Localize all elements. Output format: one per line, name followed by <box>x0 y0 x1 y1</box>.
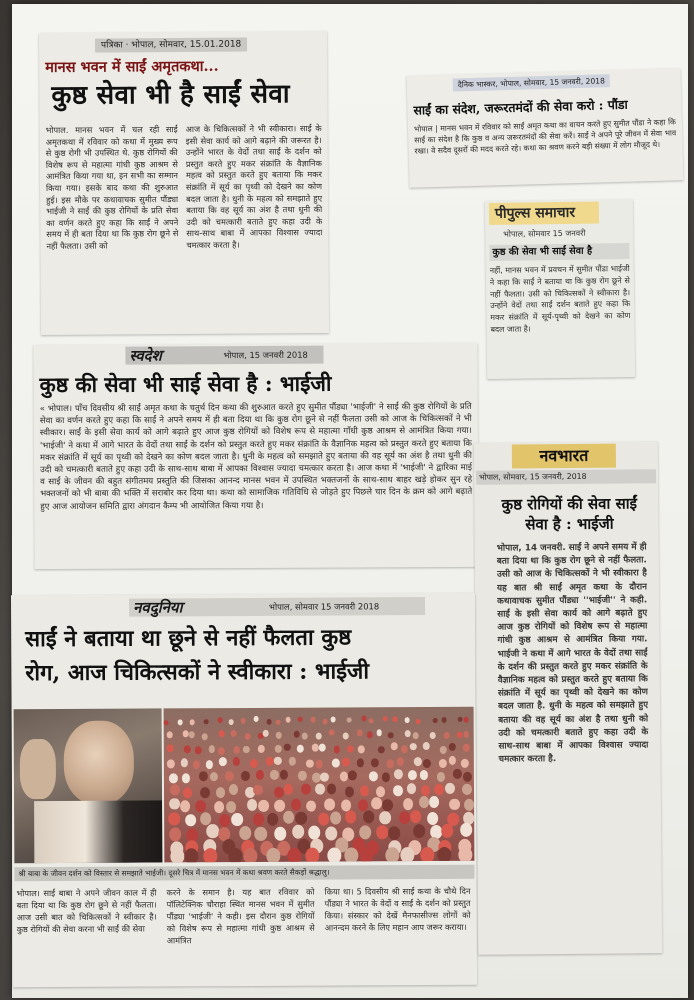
crowd-figure <box>401 847 415 862</box>
crowd-figure <box>312 744 319 752</box>
navdunia-column-2: करने के समान है। यह बात रविवार को पॉलिटेक्निक चौराहा स्थित मानस भवन में सुमीत पौंड्या 'भाईजी' ने कही। इस दौरान कुष्ठ रोगियों को विशेष रूप से महात्मा गांधी कुष्ठ आश्रम से आमंत्रित <box>166 886 315 946</box>
crowd-figure <box>363 810 374 823</box>
crowd-figure <box>180 801 190 813</box>
crowd-figure <box>218 747 225 755</box>
crowd-figure <box>286 717 291 723</box>
crowd-figure <box>327 847 341 862</box>
crowd-figure <box>410 810 421 823</box>
crowd-figure <box>458 847 472 863</box>
crowd-figure <box>239 826 251 840</box>
crowd-figure <box>391 742 398 750</box>
crowd-figure <box>218 717 223 723</box>
crowd-figure <box>270 770 279 780</box>
crowd-figure <box>243 848 257 862</box>
crowd-figure <box>449 743 456 751</box>
crowd-figure <box>245 733 251 740</box>
crowd-figure <box>275 732 281 739</box>
patrika-clipping <box>39 31 329 335</box>
crowd-figure <box>292 825 304 839</box>
crowd-figure <box>266 757 274 766</box>
navbharat-body: भोपाल, 14 जनवरी. साईं ने अपने समय में ही बता दिया था कि कुष्ठ रोग छूने से नहीं फैलता. उसी को आज के चिकित्सकों ने भी स्वीकारा है यह बात श्री साईं अमृत कथा के दौरान कथावाचक सुमीत पौंड्या ''भाईजी'' ने कही. साईं के इसी सेवा कार्य को आगे बढ़ाते हुए आज कुष्ठ रोगियों को विशेष रूप से महात्मा गांधी कुष्ठ आश्रम से आमंत्रित किया गया. भाईजी ने कथा में आगे भारत के वेदों तथा साईं के दर्शन की प्रस्तुत करते हुए मकर संक्रांति के वैज्ञानिक महत्व को प्रस्तुत करते हुए बताया कि संक्रांति में सूर्य का पृथ्वी को देखने का कोण बदल जाता है. धुनी के महत्व को समझाते हुए बताया की वह सूर्य का अंश है तथा धुनी को उदी को चमत्कारी बताते हुए कहा उदी के साथ-साथ बाबा में आपका विश्वास ज्यादा चमत्कार करता है. <box>496 542 649 765</box>
peoples-masthead: पीपुल्स समाचार <box>489 201 599 225</box>
bhaskar-dateline: दैनिक भास्कर, भोपाल, सोमवार, 15 जनवरी, 2018 <box>453 74 610 91</box>
swadesh-headline: कुष्ठ की सेवा भी साई सेवा है : भाईजी <box>39 370 332 398</box>
crowd-figure <box>416 719 421 725</box>
crowd-figure <box>371 798 381 810</box>
navbharat-clipping <box>474 441 662 955</box>
newspaper-clippings-sheet <box>12 4 688 998</box>
crowd-figure <box>316 759 324 768</box>
crowd-figure <box>405 717 410 723</box>
crowd-figure <box>280 770 289 780</box>
crowd-figure <box>274 826 286 840</box>
crowd-figure <box>283 811 294 824</box>
crowd-figure <box>195 746 202 754</box>
crowd-figure <box>301 784 311 795</box>
crowd-figure <box>405 731 411 738</box>
crowd-figure <box>229 848 243 862</box>
crowd-figure <box>342 733 348 740</box>
crowd-figure <box>267 813 278 826</box>
crowd-figure <box>437 847 451 863</box>
crowd-figure <box>297 716 302 722</box>
crowd-figure <box>342 758 350 767</box>
crowd-figure <box>225 771 234 781</box>
crowd-figure <box>207 824 219 838</box>
crowd-figure <box>462 784 472 795</box>
swadesh-masthead: स्वदेश <box>129 346 162 365</box>
crowd-figure <box>226 801 236 813</box>
crowd-figure <box>325 826 337 840</box>
crowd-figure <box>275 800 285 812</box>
peoples-headline: कुष्ठ की सेवा भी साईं सेवा है <box>489 243 629 261</box>
bhaskar-clipping <box>406 68 683 188</box>
navdunia-clipping <box>11 593 477 987</box>
crowd-figure <box>423 742 430 750</box>
crowd-figure <box>420 770 429 780</box>
crowd-figure <box>423 759 431 768</box>
crowd-figure <box>393 786 403 797</box>
patrika-headline: कुष्ठ सेवा भी है साईं सेवा <box>51 79 290 111</box>
crowd-figure <box>169 813 180 826</box>
crowd-figure <box>463 744 470 752</box>
crowd-figure <box>332 759 340 768</box>
crowd-figure <box>414 757 422 766</box>
crowd-figure <box>413 824 425 838</box>
crowd-figure <box>247 799 257 811</box>
crowd-figure <box>298 770 307 780</box>
crowd-figure <box>308 826 320 840</box>
crowd-figure <box>382 716 387 722</box>
crowd-figure <box>449 756 457 765</box>
swadesh-header-bar <box>125 346 323 365</box>
crowd-figure <box>463 772 472 782</box>
crowd-figure <box>324 799 334 811</box>
crowd-figure <box>218 730 224 737</box>
crowd-figure <box>182 774 191 784</box>
crowd-figure <box>333 745 340 753</box>
crowd-figure <box>464 799 474 811</box>
crowd-figure <box>344 847 358 862</box>
crowd-figure <box>358 799 368 811</box>
crowd-figure <box>392 717 397 723</box>
speaker-head <box>64 721 134 805</box>
navbharat-headline: कुष्ठ रोगियों की सेवा साईं सेवा है : भाईजी <box>501 494 638 534</box>
crowd-figure <box>302 733 308 740</box>
crowd-figure <box>444 732 450 739</box>
patrika-column-1: भोपाल. मानस भवन में चल रही साईं अमृतकथा में रविवार को कथा में मुख्य रूप से कुष्ठ रोगी भी उपस्थित थे. कुष्ठ रोगियों की विशेष रूप से महात्मा गांधी कुष्ठ आश्रम से आमंत्रित किया गया था, इन सभी का सम्मान किया गया। इसके बाद कथा की शुरुआत हुई। इस मौके पर कथावाचक सुमीत पौंड्या भाईजी ने साईं की कुष्ठ रोगियों के प्रति सेवा का वर्णन करते हुए कहा कि साईं ने अपने समय में ही बता दिया था कि कुष्ठ रोग छूने से नहीं फैलता। उसी को <box>45 124 179 251</box>
crowd-figure <box>464 717 469 723</box>
speaker-shawl <box>34 800 162 863</box>
patrika-kicker: मानस भवन में साईं अमृतकथा... <box>45 57 219 76</box>
bhaskar-body: भोपाल | मानस भवन में रविवार को साईं अमृत कथा का वाचन करते हुए सुमीत पौंडा ने कहा कि साईं का संदेश है कि कुष्ठ व अन्य जरूरतमंदों की सेवा करें। साईं ने अपने पूरे जीवन में सेवा भाव रखा। वे सदैव दूसरों की मदद करते रहे। कथा का श्रवण करने बड़ी संख्या में लोग मौजूद थे। <box>413 117 677 156</box>
peoples-body: नहीं, मानस भवन में प्रवचन में सुमीत पौंडा भाईजी ने कहा कि साईं ने बताया था कि कुष्ठ रोग छूने से नहीं फैलता। उसी को चिकित्सकों ने स्वीकारा है। उन्होंने वेदों तथा साईं दर्शन बताते हुए कहा कि मकर संक्रांति में सूर्य-पृथ्वी को देखने का कोण बदल जाता है। <box>489 264 631 334</box>
crowd-figure <box>276 719 281 725</box>
crowd-figure <box>450 798 460 810</box>
crowd-figure <box>214 801 224 813</box>
crowd-figure <box>231 813 242 826</box>
crowd-figure <box>263 730 269 737</box>
crowd-figure <box>356 758 364 767</box>
crowd-figure <box>369 771 378 781</box>
crowd-figure <box>183 787 193 798</box>
crowd-figure <box>229 784 239 795</box>
crowd-figure <box>216 787 226 798</box>
crowd-figure <box>230 730 236 737</box>
crowd-figure <box>461 759 469 768</box>
crowd-figure <box>219 757 227 766</box>
crowd-figure <box>167 744 174 752</box>
crowd-figure <box>463 731 469 738</box>
crowd-figure <box>437 772 446 782</box>
crowd-figure <box>229 719 234 725</box>
crowd-figure <box>457 716 462 722</box>
crowd-figure <box>401 745 408 753</box>
crowd-figure <box>185 814 196 827</box>
crowd-figure <box>320 772 329 782</box>
crowd-figure <box>379 812 390 825</box>
crowd-figure <box>331 717 336 723</box>
crowd-figure <box>315 733 321 740</box>
crowd-figure <box>284 743 291 751</box>
crowd-figure <box>184 746 191 754</box>
swadesh-clipping <box>33 343 478 569</box>
crowd-figure <box>339 772 348 782</box>
crowd-figure <box>195 800 205 812</box>
patrika-column-2: आज के चिकित्सकों ने भी स्वीकारा। साईं के इसी सेवा कार्य को आगे बढ़ाने की जरूरत है। उन्होंने भारत के वेदों तथा साईं के दर्शन को प्रस्तुत करते हुए मकर संक्रांति के वैज्ञानिक महत्व को प्रस्तुत करते हुए बताया कि मकर संक्रांति में सूर्य का पृथ्वी को देखने का कोण बदल जाता है। धुनी के महत्व को समझाते हुए बताया कि वह सूर्य का अंश है तथा धुनी की उदी को चमत्कारी बताते हुए कहा उदी के साथ-साथ बाबा में आपका विश्वास ज्यादा चमत्कार करता है। <box>185 123 323 250</box>
crowd-figure <box>403 798 413 810</box>
crowd-figure <box>396 758 404 767</box>
crowd-figure <box>254 716 259 722</box>
crowd-figure <box>170 848 184 862</box>
crowd-figure <box>394 770 403 780</box>
crowd-figure <box>408 770 417 780</box>
crowd-figure <box>319 744 326 752</box>
crowd-figure <box>164 720 169 726</box>
crowd-figure <box>241 771 250 781</box>
crowd-figure <box>327 783 337 794</box>
bhaskar-headline: साईं का संदेश, जरूरतमंदों की सेवा करो : पौंडा <box>413 96 628 118</box>
crowd-figure <box>421 847 435 862</box>
swadesh-body: « भोपाल। पाँच दिवसीय श्री साईं अमृत कथा के चतुर्थ दिन कथा की शुरुआत करते हुए सुमीत पौंड्या 'भाईजी' ने साईं की कुष्ठ रोगियों के प्रति सेवा का वर्णन करते हुए कहा कि साईं ने अपने समय में ही बता दिया था कि कुष्ठ रोग छूने से नहीं फैलता उसी को आज के चिकित्सकों ने भी स्वीकार। साईं के इसी सेवा कार्य को आगे बढ़ाते हुए आज कुष्ठ रोगियों को विशेष रूप से महात्मा गाँधी कुष्ठ आश्रम से आमंत्रित किया गया। 'भाईजी' ने कथा में आगे भारत के वेदों तथा साईं के दर्शन को प्रस्तुत करते हुए मकर संक्रांति के वैज्ञानिक महत्व को प्रस्तुत करते हुए बताया कि मकर संक्रांति में सूर्य का पृथ्वी को देखने का कोण बदल जाता है। धुनी के महत्व को समझाते हुए बताया की वह सूर्य का अंश है तथा धुनी की उदी को चमत्कारी बताते हुए कहा उदी के साथ-साथ बाबा में आपका विश्वास ज्यादा चमत्कार करता है। आज कथा में 'भाईजी' ने द्वारिका माई व साईं के जीवन की बहुत संगीतमय प्रस्तुति की जिसका आनन्द मानस भवन में उपस्थित भक्तजनों के साथ-साथ बाहर खड़े होकर सुन रहे भक्तजनों को भी बाबा की भक्ति में सराबोर कर दिया था। कथा को सामाजिक गतिविधि से जोड़ते हुए पिछले चार दिन के क्रम को आगे बढ़ाते हुए आज आयोजन समिति द्वारा अंगदान कैम्प भी आयोजित किया गया है। <box>39 401 473 512</box>
crowd-figure <box>388 827 400 841</box>
crowd-figure <box>169 773 178 783</box>
crowd-figure <box>241 718 246 724</box>
crowd-figure <box>284 783 294 794</box>
crowd-figure <box>381 772 390 782</box>
crowd-figure <box>387 759 395 768</box>
crowd-figure <box>180 758 188 767</box>
crowd-figure <box>243 746 250 754</box>
crowd-figure <box>169 827 181 841</box>
crowd-figure <box>376 826 388 840</box>
crowd-figure <box>169 798 179 810</box>
navdunia-dateline: भोपाल, सोमवार 15 जनवरी 2018 <box>269 601 380 612</box>
crowd-figure <box>369 718 374 724</box>
crowd-figure <box>430 732 436 739</box>
photo-caption: श्री बाबा के जीवन दर्शन को विस्तार से समझाते भाईजी। दूसरे चित्र में मानस भवन में कथा श्रवण करते सैकड़ों श्रद्धालु। <box>14 865 474 881</box>
crowd-figure <box>445 783 455 794</box>
speaker-photo <box>14 708 163 863</box>
crowd-figure <box>204 848 218 862</box>
crowd-figure <box>253 784 263 795</box>
crowd-figure <box>288 757 296 766</box>
crowd-figure <box>253 813 264 826</box>
navdunia-column-3: किया था। 5 दिवसीय श्री साईं कथा के चौथे दिन पौंड्या ने भारत के वेदों व साईं के दर्शन को प्रस्तुत किया। संस्कार को देखें मैनफासीज्स लोगों को आनन्दम करने के लिए महान आप जरूर कराया। <box>324 885 471 933</box>
crowd-figure <box>376 730 382 737</box>
crowd-figure <box>387 732 393 739</box>
crowd-figure <box>345 786 355 797</box>
crowd-figure <box>291 799 301 811</box>
navdunia-column-1: भोपाल। साईं बाबा ने अपने जीवन काल में ही बता दिया था कि कुष्ठ रोग छूने से नहीं फैलता। आज उसी बात को चिकित्सकों ने स्वीकार है। कुष्ठ रोगियों की सेवा करना भी साईं की सेवा <box>16 887 157 935</box>
crowd-figure <box>170 784 180 795</box>
crowd-figure <box>440 746 447 754</box>
crowd-figure <box>376 787 386 798</box>
crowd-figure <box>360 786 370 797</box>
crowd-figure <box>429 796 439 808</box>
navdunia-headline-line-2: रोग, आज चिकित्सकों ने स्वीकारा : भाईजी <box>25 658 370 687</box>
crowd-figure <box>255 770 264 780</box>
crowd-figure <box>288 848 302 863</box>
patrika-dateline: पत्रिका · भोपाल, सोमवार, 15.01.2018 <box>95 38 247 53</box>
navbharat-dateline: भोपाल, सोमवार, 15 जनवरी, 2018 <box>476 469 656 485</box>
crowd-figure <box>413 732 419 739</box>
crowd-figure <box>357 730 363 737</box>
crowd-figure <box>205 760 213 769</box>
crowd-figure <box>378 746 385 754</box>
crowd-figure <box>441 824 453 838</box>
crowd-figure <box>219 814 230 827</box>
crowd-figure <box>407 783 417 794</box>
crowd-figure <box>358 745 365 753</box>
crowd-figure <box>315 784 325 795</box>
crowd-figure <box>409 743 416 751</box>
crowd-figure <box>399 811 410 824</box>
navdunia-header-bar <box>129 597 425 617</box>
crowd-figure <box>442 717 447 723</box>
crowd-figure <box>167 760 175 769</box>
crowd-figure <box>434 784 444 795</box>
crowd-figure <box>250 759 258 768</box>
crowd-figure <box>258 745 265 753</box>
crowd-figure <box>306 759 314 768</box>
crowd-figure <box>266 848 280 863</box>
crowd-figure <box>345 810 356 823</box>
crowd-figure <box>347 717 352 723</box>
crowd-figure <box>177 719 182 725</box>
crowd-figure <box>202 734 208 741</box>
crowd-figure <box>305 848 319 863</box>
crowd-figure <box>421 785 431 796</box>
crowd-figure <box>306 800 316 812</box>
crowd-figure <box>360 847 374 862</box>
crowd-figure <box>297 745 304 753</box>
crowd-figure <box>185 848 199 862</box>
peoples-samachar-clipping <box>485 199 635 379</box>
crowd-figure <box>204 719 209 725</box>
crowd-figure <box>233 757 241 766</box>
crowd-figure <box>189 731 195 738</box>
crowd-figure <box>199 771 208 781</box>
crowd-figure <box>310 717 315 723</box>
crowd-figure <box>367 732 373 739</box>
crowd-figure <box>323 718 328 724</box>
crowd-figure <box>371 758 379 767</box>
crowd-figure <box>382 800 392 812</box>
crowd-figure <box>453 769 462 779</box>
crowd-figure <box>427 812 438 825</box>
crowd-figure <box>362 716 367 722</box>
crowd-figure <box>460 823 472 837</box>
crowd-figure <box>296 811 307 824</box>
crowd-figure <box>255 827 267 841</box>
crowd-figure <box>433 718 438 724</box>
crowd-figure <box>208 745 215 753</box>
crowd-figure <box>274 787 284 798</box>
crowd-figure <box>166 731 172 738</box>
crowd-figure <box>329 729 335 736</box>
crowd-figure <box>348 771 357 781</box>
crowd-figure <box>439 759 447 768</box>
audience-crowd-photo <box>164 707 475 863</box>
crowd-figure <box>294 731 300 738</box>
crowd-figure <box>190 719 195 725</box>
navdunia-masthead: नवदुनिया <box>132 598 183 617</box>
peoples-dateline: भोपाल, सोमवार 15 जनवरी <box>503 228 586 239</box>
crowd-figure <box>346 745 353 753</box>
navbharat-masthead: नवभारत <box>512 444 616 469</box>
crowd-figure <box>233 747 240 755</box>
crowd-figure <box>210 772 219 782</box>
crowd-figure <box>200 787 210 798</box>
crowd-figure <box>258 800 268 812</box>
crowd-figure <box>419 796 429 808</box>
crowd-figure <box>275 745 282 753</box>
crowd-figure <box>266 719 271 725</box>
crowd-figure <box>457 731 463 738</box>
crowd-figure <box>274 756 282 765</box>
crowd-figure <box>318 813 329 826</box>
speaker-hand <box>20 739 56 799</box>
crowd-figure <box>330 812 341 825</box>
swadesh-dateline: भोपाल, 15 जनवरी 2018 <box>223 349 308 361</box>
crowd-figure <box>193 760 201 769</box>
crowd-figure <box>385 847 399 862</box>
navdunia-headline-line-1: साईं ने बताया था छूने से नहीं फैलता कुष्ठ <box>25 624 352 653</box>
